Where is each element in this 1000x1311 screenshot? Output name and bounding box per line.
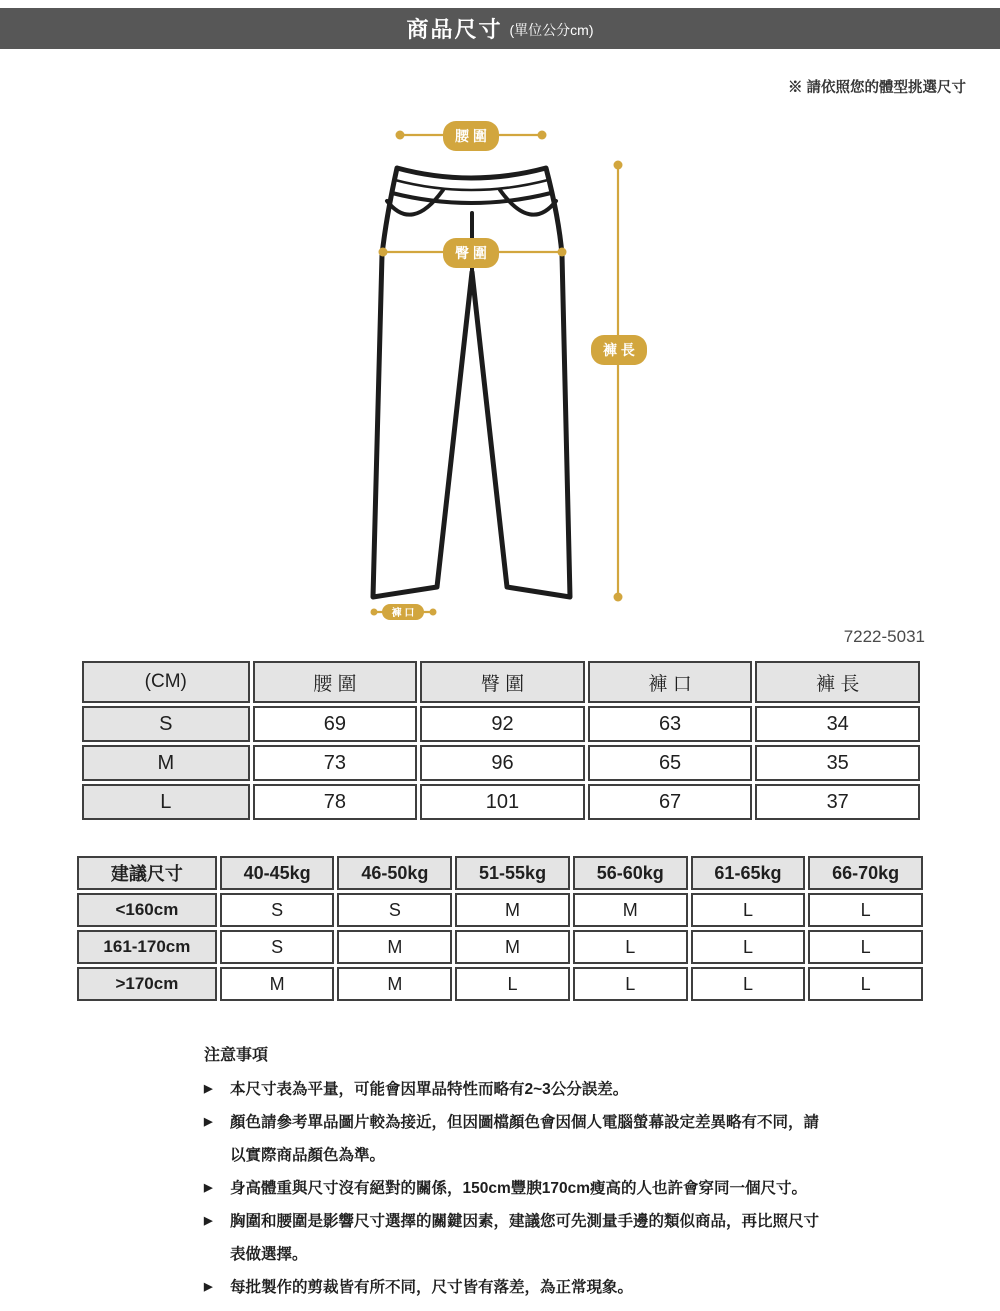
table-row	[82, 706, 920, 742]
row-label-cell: L	[82, 784, 250, 820]
value-cell: L	[455, 967, 570, 1001]
row-label-cell: <160cm	[77, 893, 217, 927]
value-cell: M	[455, 930, 570, 964]
value-cell: 65	[588, 745, 753, 781]
note-bullet-icon: ▶	[204, 1182, 213, 1194]
note-line	[204, 1238, 884, 1271]
value-cell: 35	[755, 745, 920, 781]
note-bullet-icon: ▶	[204, 1281, 213, 1293]
note-indent	[204, 1238, 230, 1271]
table-row	[77, 930, 923, 964]
header-cell: 褲 長	[755, 661, 920, 703]
pants-diagram	[330, 100, 680, 650]
table-row	[82, 745, 920, 781]
value-cell: 63	[588, 706, 753, 742]
note-indent	[204, 1139, 230, 1172]
table-row	[77, 967, 923, 1001]
suggested-size-table	[74, 853, 926, 1004]
size-table-cm	[79, 658, 923, 823]
value-cell: 92	[420, 706, 585, 742]
page-header-bar	[0, 8, 1000, 49]
header-cell: 56-60kg	[573, 856, 688, 890]
note-text: 表做選擇。	[230, 1246, 308, 1263]
value-cell: 34	[755, 706, 920, 742]
value-cell: L	[808, 967, 923, 1001]
value-cell: S	[220, 893, 335, 927]
value-cell: 96	[420, 745, 585, 781]
note-bullet-icon: ▶	[204, 1215, 213, 1227]
note-text: 每批製作的剪裁皆有所不同，尺寸皆有落差，為正常現象。	[230, 1279, 634, 1296]
waist-label: 腰 圍	[455, 128, 487, 144]
value-cell: M	[455, 893, 570, 927]
value-cell: M	[220, 967, 335, 1001]
note-line	[204, 1106, 884, 1139]
note-line	[204, 1172, 884, 1205]
notes-section	[204, 1041, 884, 1304]
header-cell: (CM)	[82, 661, 250, 703]
value-cell: L	[808, 893, 923, 927]
row-label-cell: M	[82, 745, 250, 781]
value-cell: 67	[588, 784, 753, 820]
value-cell: 101	[420, 784, 585, 820]
header-cell: 66-70kg	[808, 856, 923, 890]
note-text: 身高體重與尺寸沒有絕對的關係，150cm豐腴170cm瘦高的人也許會穿同一個尺寸。	[230, 1180, 808, 1197]
value-cell: S	[337, 893, 452, 927]
page-title: 商品尺寸	[406, 17, 503, 42]
header-cell: 46-50kg	[337, 856, 452, 890]
value-cell: L	[573, 967, 688, 1001]
header-cell: 51-55kg	[455, 856, 570, 890]
table-header-row	[77, 856, 923, 890]
notes-list	[204, 1073, 884, 1304]
page-subtitle: (單位公分cm)	[509, 22, 594, 38]
value-cell: 78	[253, 784, 418, 820]
fit-tip-text: ※ 請依照您的體型挑選尺寸	[787, 80, 966, 96]
note-text: 以實際商品顏色為準。	[230, 1147, 386, 1164]
value-cell: L	[691, 967, 806, 1001]
header-cell: 40-45kg	[220, 856, 335, 890]
note-text: 胸圍和腰圍是影響尺寸選擇的關鍵因素，建議您可先測量手邊的類似商品，再比照尺寸	[230, 1213, 820, 1230]
table-row	[77, 893, 923, 927]
hip-label: 臀 圍	[455, 245, 487, 261]
value-cell: M	[573, 893, 688, 927]
value-cell: M	[337, 967, 452, 1001]
note-line	[204, 1205, 884, 1238]
row-label-cell: >170cm	[77, 967, 217, 1001]
row-label-cell: 161-170cm	[77, 930, 217, 964]
note-line	[204, 1139, 884, 1172]
table-row	[82, 784, 920, 820]
value-cell: L	[573, 930, 688, 964]
value-cell: 37	[755, 784, 920, 820]
header-cell: 臀 圍	[420, 661, 585, 703]
note-line	[204, 1073, 884, 1106]
product-code: 7222-5031	[843, 627, 925, 646]
header-cell: 腰 圍	[253, 661, 418, 703]
note-bullet-icon: ▶	[204, 1083, 213, 1095]
value-cell: M	[337, 930, 452, 964]
value-cell: L	[808, 930, 923, 964]
value-cell: 69	[253, 706, 418, 742]
table-header-row	[82, 661, 920, 703]
value-cell: S	[220, 930, 335, 964]
value-cell: L	[691, 930, 806, 964]
header-cell: 61-65kg	[691, 856, 806, 890]
header-cell: 建議尺寸	[77, 856, 217, 890]
notes-title: 注意事項	[204, 1047, 269, 1064]
note-text: 顏色請參考單品圖片較為接近，但因圖檔顏色會因個人電腦螢幕設定差異略有不同，請	[230, 1114, 820, 1131]
note-bullet-icon: ▶	[204, 1116, 213, 1128]
note-line	[204, 1271, 884, 1304]
leg-opening-label: 褲 口	[391, 608, 415, 619]
header-cell: 褲 口	[588, 661, 753, 703]
value-cell: 73	[253, 745, 418, 781]
length-label: 褲 長	[603, 342, 635, 358]
row-label-cell: S	[82, 706, 250, 742]
note-text: 本尺寸表為平量，可能會因單品特性而略有2~3公分誤差。	[230, 1081, 629, 1098]
value-cell: L	[691, 893, 806, 927]
